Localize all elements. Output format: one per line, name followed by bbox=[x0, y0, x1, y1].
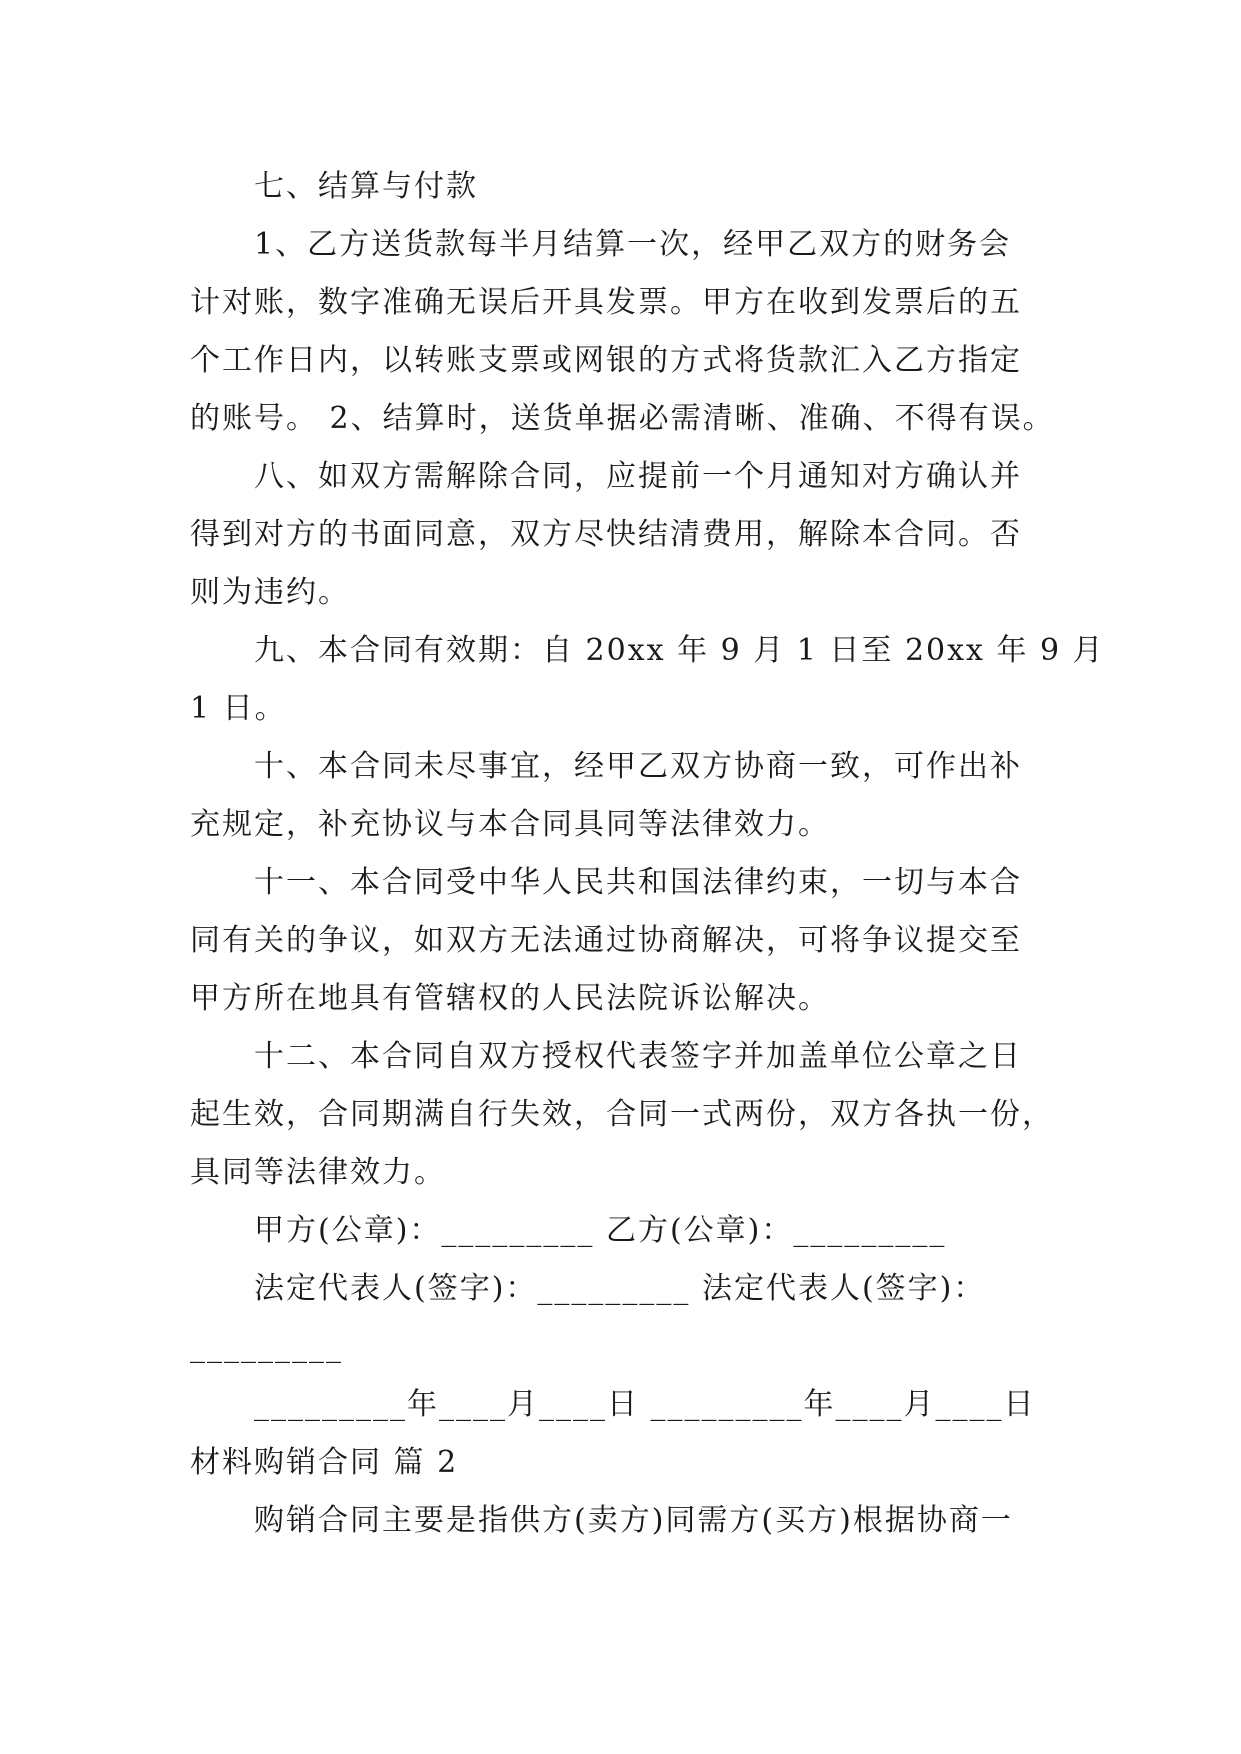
section-9-line: 九、本合同有效期：自 20xx 年 9 月 1 日至 20xx 年 9 月 bbox=[254, 633, 1105, 668]
paragraph-line: 则为违约。 bbox=[190, 575, 350, 610]
paragraph-line: 个工作日内，以转账支票或网银的方式将货款汇入乙方指定 bbox=[190, 343, 1022, 378]
paragraph-line: 充规定，补充协议与本合同具同等法律效力。 bbox=[190, 807, 830, 842]
paragraph-line: 甲方所在地具有管辖权的人民法院诉讼解决。 bbox=[190, 981, 830, 1016]
section-10-line: 十、本合同未尽事宜，经甲乙双方协商一致，可作出补 bbox=[254, 749, 1022, 784]
paragraph-line: 的账号。 2、结算时，送货单据必需清晰、准确、不得有误。 bbox=[190, 401, 1055, 436]
section-11-line: 十一、本合同受中华人民共和国法律约束，一切与本合 bbox=[254, 865, 1022, 900]
paragraph-line: 得到对方的书面同意，双方尽快结清费用，解除本合同。否 bbox=[190, 517, 1022, 552]
paragraph-line: 1 日。 bbox=[190, 691, 287, 726]
seal-signature-line: 甲方(公章)：_________ 乙方(公章)：_________ bbox=[254, 1213, 947, 1248]
section-12-line: 十二、本合同自双方授权代表签字并加盖单位公章之日 bbox=[254, 1039, 1022, 1074]
paragraph-line: 计对账，数字准确无误后开具发票。甲方在收到发票后的五 bbox=[190, 285, 1022, 320]
date-line: _________年____月____日 _________年____月____日 bbox=[254, 1387, 1036, 1422]
representative-signature-line: 法定代表人(签字)：_________ 法定代表人(签字)： bbox=[254, 1271, 986, 1306]
document-body bbox=[190, 158, 1105, 1550]
contract-2-intro-line: 购销合同主要是指供方(卖方)同需方(买方)根据协商一 bbox=[254, 1503, 1013, 1538]
paragraph-line: 起生效，合同期满自行失效，合同一式两份，双方各执一份， bbox=[190, 1097, 1054, 1132]
paragraph-line: 同有关的争议，如双方无法通过协商解决，可将争议提交至 bbox=[190, 923, 1022, 958]
signature-blank-line: _________ bbox=[190, 1329, 343, 1364]
section-7-heading: 七、结算与付款 bbox=[254, 169, 478, 204]
paragraph-line: 1、乙方送货款每半月结算一次，经甲乙双方的财务会 bbox=[254, 227, 1012, 262]
section-8-line: 八、如双方需解除合同，应提前一个月通知对方确认并 bbox=[254, 459, 1022, 494]
paragraph-line: 具同等法律效力。 bbox=[190, 1155, 446, 1190]
contract-2-title: 材料购销合同 篇 2 bbox=[190, 1445, 459, 1480]
